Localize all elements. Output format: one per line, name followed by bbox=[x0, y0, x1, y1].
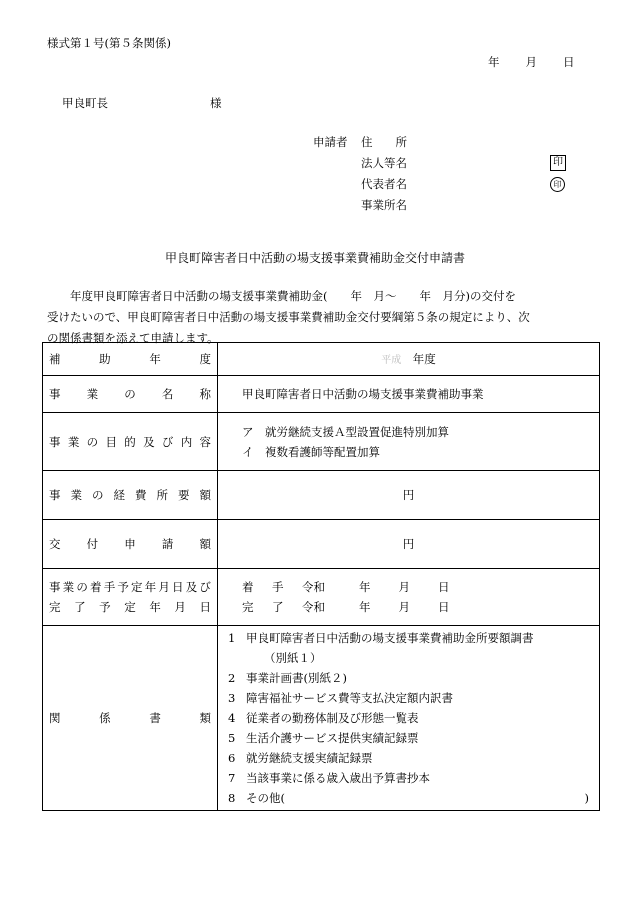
purpose-item-a: ア 就労継続支援Ａ型設置促進特別加算 bbox=[242, 424, 449, 439]
application-table bbox=[42, 342, 600, 811]
document-item-text: 就労継続支援実績記録票 bbox=[246, 751, 373, 765]
label-char: 係 bbox=[99, 711, 111, 725]
label-char: 補 bbox=[49, 352, 61, 366]
label-char: 助 bbox=[99, 352, 111, 366]
label-char: 交 bbox=[49, 537, 61, 551]
purpose-value bbox=[218, 413, 600, 471]
label-char: 度 bbox=[199, 352, 211, 366]
cost-value: 円 bbox=[218, 471, 600, 520]
date-day: 日 bbox=[563, 55, 575, 69]
recipient bbox=[62, 95, 222, 111]
applicant-block bbox=[313, 132, 573, 216]
label-char: 所 bbox=[156, 488, 168, 502]
document-item bbox=[228, 708, 589, 728]
label-char: 額 bbox=[199, 537, 211, 551]
label-char: 目 bbox=[105, 434, 117, 449]
label-char: 年 bbox=[149, 600, 161, 614]
end-date-line: 完 了 令和 年 月 日 bbox=[242, 600, 450, 614]
recipient-honorific: 様 bbox=[210, 96, 222, 110]
purpose-label bbox=[43, 413, 218, 471]
label-char: 日 bbox=[199, 600, 211, 614]
body-line-3: の関係書類を添えて申請します。 bbox=[47, 331, 219, 345]
label-char: 年 bbox=[144, 580, 157, 594]
body-text bbox=[47, 286, 587, 349]
seal-circle-icon: 印 bbox=[550, 177, 565, 192]
label-char: 業 bbox=[86, 387, 99, 401]
label-char: 及 bbox=[143, 434, 155, 449]
project-name-label bbox=[43, 376, 218, 413]
office-name-label: 事業所名 bbox=[361, 198, 407, 212]
label-char: の bbox=[86, 434, 99, 449]
date-line bbox=[488, 54, 575, 70]
document-item-text: 生活介護サービス提供実績記録票 bbox=[246, 731, 419, 745]
label-char: 日 bbox=[172, 580, 184, 594]
era-hint: 平成 bbox=[381, 355, 402, 366]
fiscal-year-value bbox=[218, 343, 600, 376]
label-char: 類 bbox=[199, 711, 211, 725]
fiscal-year-label bbox=[43, 343, 218, 376]
date-year: 年 bbox=[488, 55, 500, 69]
label-char: 経 bbox=[113, 488, 125, 502]
label-char: 事 bbox=[49, 387, 61, 401]
grant-label bbox=[43, 520, 218, 569]
label-char: 完 bbox=[49, 600, 61, 614]
corp-name-label: 法人等名 bbox=[361, 156, 407, 170]
document-item-number: 5 bbox=[228, 731, 236, 745]
label-char: 予 bbox=[117, 580, 129, 594]
document-item-number: 3 bbox=[228, 691, 236, 705]
label-char: 請 bbox=[161, 537, 174, 551]
label-char: 的 bbox=[124, 434, 136, 449]
document-item-number: 6 bbox=[228, 751, 236, 765]
label-char: 予 bbox=[99, 600, 111, 614]
document-item bbox=[228, 728, 589, 748]
document-item-number: 2 bbox=[228, 671, 236, 685]
document-item-text: 従業者の勤務体制及び形態一覧表 bbox=[246, 711, 419, 725]
label-char: 月 bbox=[158, 580, 170, 594]
start-date-line: 着 手 令和 年 月 日 bbox=[242, 580, 450, 594]
row-fiscal-year bbox=[43, 343, 600, 376]
document-item bbox=[228, 628, 589, 648]
document-item-text: 当該事業に係る歳入歳出予算書抄本 bbox=[246, 771, 430, 785]
label-char: 事 bbox=[49, 488, 61, 502]
project-name-value: 甲良町障害者日中活動の場支援事業費補助事業 bbox=[218, 376, 600, 413]
address-label: 住 所 bbox=[361, 135, 407, 149]
document-item-number bbox=[228, 648, 246, 668]
label-char: 年 bbox=[149, 352, 161, 366]
label-char: 手 bbox=[103, 580, 116, 594]
label-char: 関 bbox=[49, 711, 61, 725]
purpose-item-b: イ 複数看護師等配置加算 bbox=[242, 444, 380, 459]
label-char: 業 bbox=[70, 488, 82, 502]
label-char: 定 bbox=[131, 580, 143, 594]
row-documents bbox=[43, 626, 600, 811]
document-item-number: 7 bbox=[228, 771, 236, 785]
label-char: 着 bbox=[90, 580, 102, 594]
label-char: 事 bbox=[49, 434, 61, 449]
document-item-number: 4 bbox=[228, 711, 236, 725]
body-line-1: 年度甲良町障害者日中活動の場支援事業費補助金( 年 月〜 年 月分)の交付を bbox=[70, 289, 516, 303]
label-char: 要 bbox=[178, 488, 190, 502]
document-item bbox=[228, 768, 589, 788]
label-char: び bbox=[161, 434, 174, 449]
row-project-name bbox=[43, 376, 600, 413]
grant-value: 円 bbox=[218, 520, 600, 569]
label-char: 業 bbox=[62, 580, 75, 594]
label-char: 定 bbox=[124, 600, 136, 614]
document-item-text: （別紙１） bbox=[264, 651, 322, 665]
label-char: 称 bbox=[199, 387, 211, 401]
document-item bbox=[228, 688, 589, 708]
form-number: 様式第１号(第５条関係) bbox=[47, 36, 171, 50]
label-char: 了 bbox=[74, 600, 86, 614]
label-char: 書 bbox=[149, 711, 161, 725]
schedule-label bbox=[43, 569, 218, 626]
cost-label bbox=[43, 471, 218, 520]
applicant-heading: 申請者 bbox=[313, 135, 348, 149]
documents-list bbox=[218, 626, 600, 811]
schedule-value bbox=[218, 569, 600, 626]
label-char: 業 bbox=[67, 434, 80, 449]
document-item bbox=[228, 668, 589, 688]
label-char: の bbox=[76, 580, 88, 594]
label-char: 額 bbox=[199, 488, 211, 502]
row-cost bbox=[43, 471, 600, 520]
label-char: 容 bbox=[199, 434, 211, 449]
label-char: の bbox=[124, 387, 136, 401]
date-month: 月 bbox=[525, 55, 537, 69]
label-char: 事 bbox=[49, 580, 61, 594]
label-char: 内 bbox=[180, 434, 193, 449]
label-char: び bbox=[199, 580, 211, 594]
document-item bbox=[228, 748, 589, 768]
recipient-name: 甲良町長 bbox=[62, 96, 108, 110]
document-item-text: 甲良町障害者日中活動の場支援事業費補助金所要額調書 bbox=[246, 631, 534, 645]
fiscal-year-suffix: 年度 bbox=[412, 352, 436, 366]
document-title: 甲良町障害者日中活動の場支援事業費補助金交付申請書 bbox=[164, 251, 465, 265]
row-schedule bbox=[43, 569, 600, 626]
rep-name-label: 代表者名 bbox=[361, 177, 407, 191]
label-char: 申 bbox=[124, 537, 136, 551]
document-item-other: 8 その他( ) bbox=[228, 791, 589, 805]
body-line-2: 受けたいので、甲良町障害者日中活動の場支援事業費補助金交付要綱第５条の規定により、次 bbox=[47, 310, 530, 324]
document-item bbox=[228, 648, 589, 668]
document-item-number: 1 bbox=[228, 631, 236, 645]
seal-square: 印 bbox=[550, 155, 566, 171]
documents-label bbox=[43, 626, 218, 811]
row-grant bbox=[43, 520, 600, 569]
label-char: 費 bbox=[135, 488, 147, 502]
label-char: 及 bbox=[185, 580, 198, 594]
label-char: 名 bbox=[161, 387, 174, 401]
label-char: 付 bbox=[86, 537, 99, 551]
label-char: の bbox=[92, 488, 104, 502]
label-char: 月 bbox=[174, 600, 186, 614]
row-purpose bbox=[43, 413, 600, 471]
document-item-text: 事業計画書(別紙２) bbox=[246, 671, 347, 685]
document-item-text: 障害福祉サービス費等支払決定額内訳書 bbox=[246, 691, 453, 705]
